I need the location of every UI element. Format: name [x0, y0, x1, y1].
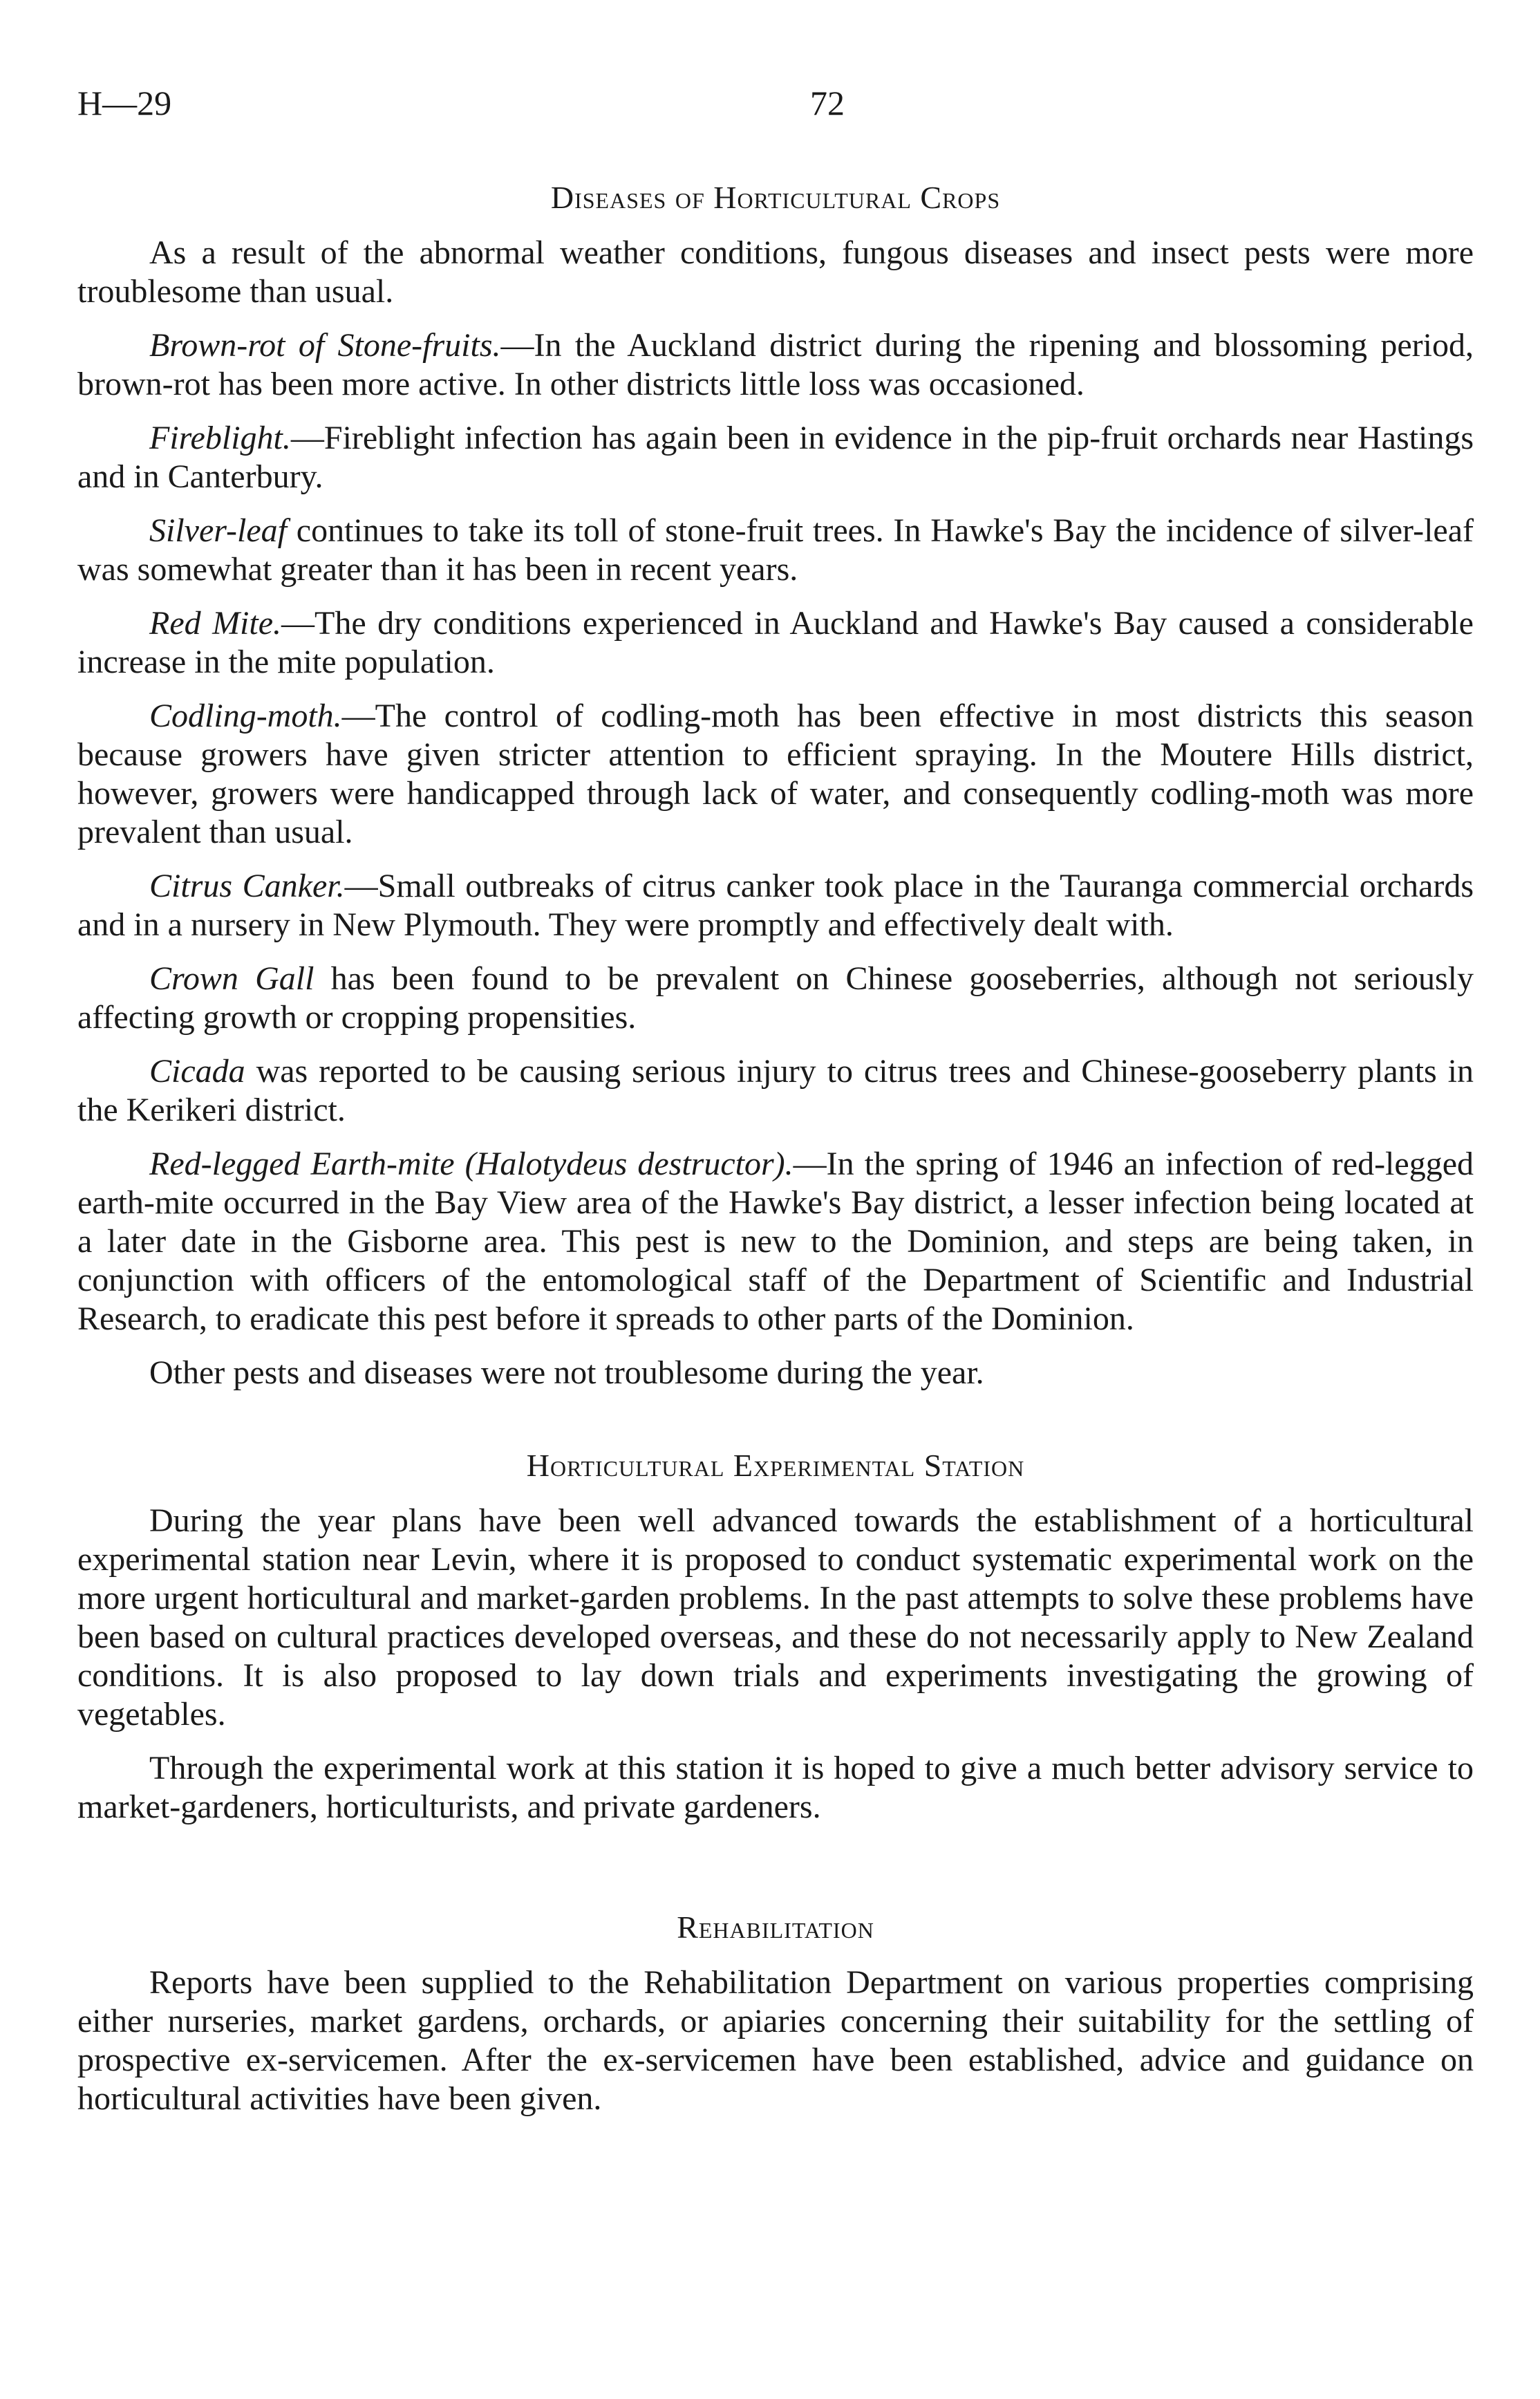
section-heading-station: Horticultural Experimental Station: [526, 1448, 1025, 1483]
text-citrus-canker: —Small outbreaks of citrus canker took place in the Tauranga commercial orchards and in a nursery in New Plymouth. They were promptly and effectively dealt with.: [77, 868, 1474, 943]
term-codling-moth: Codling-moth.: [149, 698, 342, 734]
station-paragraph-2: Through the experimental work at this station it is hoped to give a much better advisory service to market-gardeners, horticulturists, and private gardeners.: [77, 1750, 1474, 1825]
page-body: [77, 178, 1474, 2118]
term-red-mite: Red Mite.: [149, 605, 282, 642]
term-citrus-canker: Citrus Canker.: [149, 868, 345, 904]
diseases-intro: As a result of the abnormal weather conditions, fungous diseases and insect pests were more troublesome than usual.: [77, 234, 1474, 310]
term-brown-rot: Brown-rot of Stone-fruits.: [149, 327, 501, 364]
text-silver-leaf: continues to take its toll of stone-fruit trees. In Hawke's Bay the incidence of silver-leaf was somewhat greater than it has been in recent years.: [77, 512, 1474, 588]
term-crown-gall: Crown Gall: [149, 960, 314, 997]
page-header: [77, 83, 1474, 131]
paragraph-crown-gall: [77, 960, 1474, 1037]
text-crown-gall: has been found to be prevalent on Chinese gooseberries, although not seriously affecting growth or cropping propensities.: [77, 960, 1474, 1036]
text-red-legged-earth-mite: —In the spring of 1946 an infection of red-legged earth-mite occurred in the Bay View area of the Hawke's Bay district, a lesser infection being located at a later date in the Gisborne area. This pest is new to the Dominion, and steps are being taken, in conjunction with officers of the entomological staff of the Department of Scientific and Industrial Research, to eradicate this pest before it spreads to other parts of the Dominion.: [77, 1146, 1474, 1337]
text-fireblight: —Fireblight infection has again been in evidence in the pip-fruit orchards near Hastings and in Canterbury.: [77, 420, 1474, 495]
station-paragraph-1: During the year plans have been well advanced towards the establishment of a horticultural experimental station near Levin, where it is proposed to conduct systematic experimental work on the more urgent horticultural and market-garden problems. In the past attempts to solve these problems have been based on cultural practices developed overseas, and these do not necessarily apply to New Zealand conditions. It is also proposed to lay down trials and experiments investigating the growing of vegetables.: [77, 1502, 1474, 1733]
paragraph-red-legged-earth-mite: [77, 1145, 1474, 1338]
document-reference: H—29: [77, 84, 172, 122]
rehabilitation-paragraph: Reports have been supplied to the Rehabilitation Department on various properties comprising either nurseries, market gardens, orchards, or apiaries concerning their suitability for the settling of prospective ex-servicemen. After the ex-servicemen have been established, advice and guidance on horticultural activities have been given.: [77, 1964, 1474, 2117]
text-codling-moth: —The control of codling-moth has been effective in most districts this season because growers have given stricter attention to efficient spraying. In the Moutere Hills district, however, growers were handicapped through lack of water, and consequently codling-moth was more prevalent than usual.: [77, 698, 1474, 850]
paragraph-codling-moth: [77, 697, 1474, 852]
term-red-legged-earth-mite: Red-legged Earth-mite (Halotydeus destructor).: [149, 1146, 794, 1182]
term-silver-leaf: Silver-leaf: [149, 512, 287, 549]
term-cicada: Cicada: [149, 1053, 245, 1090]
section-heading-diseases: Diseases of Horticultural Crops: [550, 180, 1001, 215]
section-heading-rehabilitation: Rehabilitation: [677, 1910, 874, 1945]
paragraph-brown-rot: [77, 326, 1474, 404]
text-cicada: was reported to be causing serious injury to citrus trees and Chinese-gooseberry plants in the Kerikeri district.: [77, 1053, 1474, 1128]
paragraph-citrus-canker: [77, 867, 1474, 944]
text-red-mite: —The dry conditions experienced in Auckland and Hawke's Bay caused a considerable increase in the mite population.: [77, 605, 1474, 680]
text-brown-rot: —In the Auckland district during the ripening and blossoming period, brown-rot has been more active. In other districts little loss was occasioned.: [77, 327, 1474, 402]
paragraph-cicada: [77, 1052, 1474, 1130]
paragraph-silver-leaf: [77, 512, 1474, 589]
term-fireblight: Fireblight.: [149, 420, 291, 456]
diseases-closing: Other pests and diseases were not troublesome during the year.: [149, 1354, 984, 1391]
page-number: 72: [810, 84, 845, 122]
paragraph-fireblight: [77, 419, 1474, 496]
paragraph-red-mite: [77, 604, 1474, 682]
